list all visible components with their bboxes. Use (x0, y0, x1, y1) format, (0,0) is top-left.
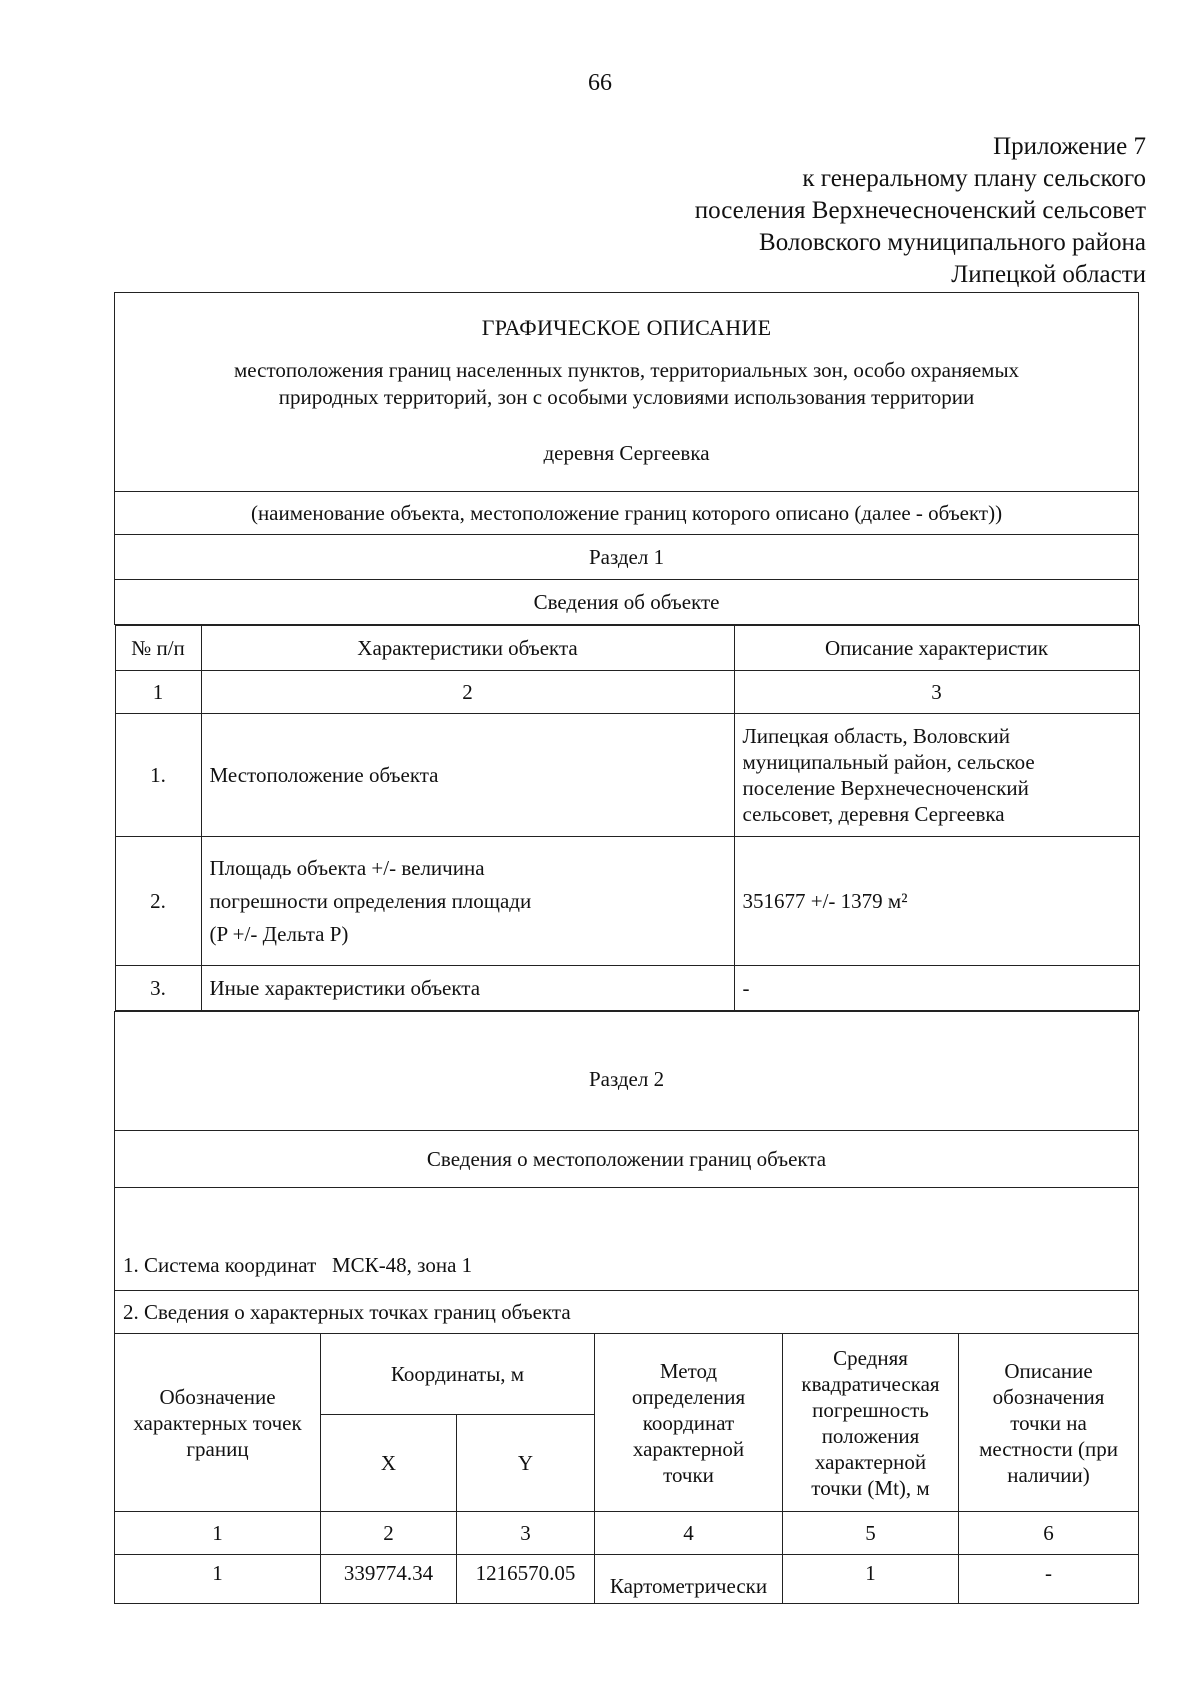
header-line: Метод (659, 1358, 718, 1383)
row-characteristic (201, 837, 734, 966)
points-title: 2. Сведения о характерных точках границ объекта (115, 1291, 1139, 1334)
document-subtitle (115, 357, 1138, 411)
col-header-number: № п/п (115, 626, 201, 671)
appendix-line: Липецкой области (951, 261, 1146, 288)
header-line: точки на (1010, 1410, 1087, 1435)
col-header-characteristic: Характеристики объекта (201, 626, 734, 671)
section1-subtitle: Сведения об объекте (115, 580, 1139, 625)
header-line: погрешность (812, 1397, 929, 1422)
section1-title: Раздел 1 (115, 535, 1139, 580)
header-line: характерной (814, 1449, 927, 1474)
col-number: 4 (595, 1512, 783, 1555)
row-description: 351677 +/- 1379 м² (734, 837, 1139, 966)
characteristic-line: Площадь объекта +/- величина (209, 855, 485, 880)
col-header-error (783, 1334, 959, 1512)
coordinate-system: 1. Система координат МСК-48, зона 1 (115, 1188, 1139, 1291)
row-number: 1. (115, 714, 201, 837)
appendix-heading (446, 131, 1146, 291)
row-characteristic: Иные характеристики объекта (201, 966, 734, 1011)
appendix-line: поселения Верхнечесноченский сельсовет (694, 197, 1146, 224)
col-number: 6 (959, 1512, 1139, 1555)
description-line: муниципальный район, сельское (742, 750, 1035, 774)
header-line: точки (Mt), м (811, 1475, 930, 1500)
section1-header-row (115, 625, 1139, 1012)
col-number: 1 (115, 1512, 321, 1555)
characteristic-line: погрешности определения площади (209, 888, 532, 913)
header-line: наличии) (1007, 1462, 1090, 1487)
header-line: характерных точек (133, 1410, 302, 1435)
section2-subtitle: Сведения о местоположении границ объекта (115, 1131, 1139, 1188)
object-name: деревня Сергеевка (543, 441, 710, 465)
row-number: 2. (115, 837, 201, 966)
col-number: 3 (457, 1512, 595, 1555)
header-line: определения (631, 1384, 746, 1409)
header-line: Средняя (833, 1345, 908, 1370)
header-line: обозначения (992, 1384, 1105, 1409)
row-description (734, 714, 1139, 837)
col-number: 2 (321, 1512, 457, 1555)
col-header-description: Описание характеристик (734, 626, 1139, 671)
appendix-line: к генеральному плану сельского (802, 165, 1146, 192)
header-line: Описание (1004, 1358, 1093, 1383)
row-description: - (734, 966, 1139, 1011)
point-description: - (959, 1555, 1139, 1604)
col-header-x: X (321, 1415, 457, 1512)
table-row (115, 714, 1139, 837)
col-number: 5 (783, 1512, 959, 1555)
description-line: сельсовет, деревня Сергеевка (742, 802, 1005, 826)
page-number: 66 (588, 70, 612, 96)
appendix-line: Воловского муниципального района (759, 229, 1146, 256)
header-line: Обозначение (159, 1384, 276, 1409)
col-header-point-description (959, 1334, 1139, 1512)
table-row (115, 966, 1139, 1011)
section1-table (115, 625, 1140, 1011)
col-header-y: Y (457, 1415, 595, 1512)
point-error: 1 (783, 1555, 959, 1604)
col-number: 3 (734, 671, 1139, 714)
header-line: местности (при (979, 1436, 1118, 1461)
table-row (115, 1555, 1139, 1604)
description-line: поселение Верхнечесноченский (742, 776, 1029, 800)
col-header-designation (115, 1334, 321, 1512)
col-number: 1 (115, 671, 201, 714)
object-caption: (наименование объекта, местоположение границ которого описано (далее - объект)) (115, 492, 1139, 535)
point-id: 1 (115, 1555, 321, 1604)
subtitle-line: местоположения границ населенных пунктов, территориальных зон, особо охраняемых (234, 358, 1020, 382)
point-method: Картометрически (595, 1555, 783, 1604)
section2-title: Раздел 2 (115, 1012, 1139, 1131)
title-block (115, 293, 1139, 492)
subtitle-line: природных территорий, зон с особыми условиями использования территории (278, 385, 975, 409)
header-line: положения (821, 1423, 920, 1448)
col-header-coordinates: Координаты, м (321, 1334, 595, 1415)
document-title: ГРАФИЧЕСКОЕ ОПИСАНИЕ (481, 315, 772, 340)
row-characteristic: Местоположение объекта (201, 714, 734, 837)
header-line: координат (642, 1410, 735, 1435)
header-line: точки (663, 1462, 714, 1487)
point-x: 339774.34 (321, 1555, 457, 1604)
point-y: 1216570.05 (457, 1555, 595, 1604)
appendix-line: Приложение 7 (993, 133, 1146, 160)
characteristic-line: (P +/- Дельта P) (209, 921, 349, 946)
row-number: 3. (115, 966, 201, 1011)
col-header-method (595, 1334, 783, 1512)
description-line: Липецкая область, Воловский (742, 724, 1010, 748)
header-line: характерной (632, 1436, 745, 1461)
header-line: границ (186, 1436, 249, 1461)
table-row (115, 837, 1139, 966)
graphic-description-table (114, 292, 1139, 1604)
col-number: 2 (201, 671, 734, 714)
header-line: квадратическая (801, 1371, 940, 1396)
